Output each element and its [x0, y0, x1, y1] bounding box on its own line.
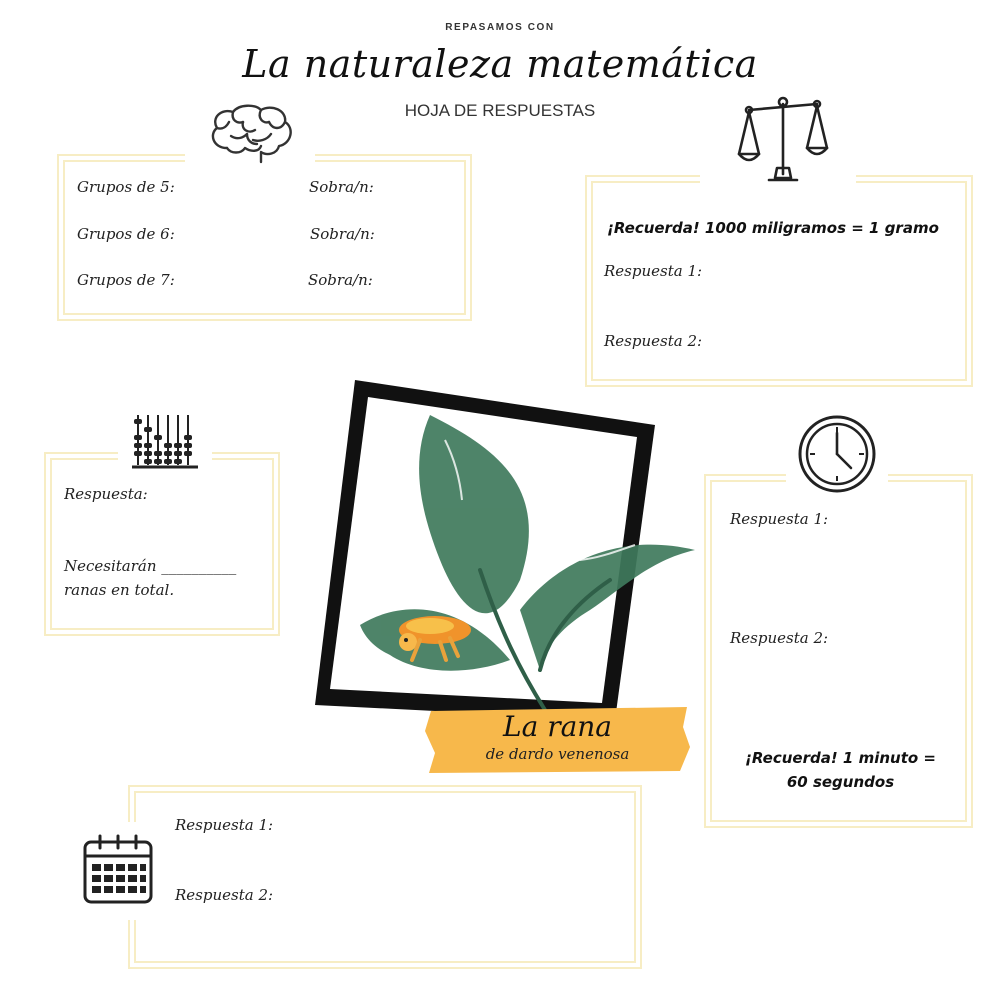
calendar-answer-box	[128, 785, 642, 969]
answer-label: Respuesta 1:	[175, 816, 274, 834]
frog-on-leaf-illustration	[350, 410, 710, 730]
reminder-text: ¡Recuerda! 1000 miligramos = 1 gramo	[607, 219, 939, 237]
scale-answer-box	[585, 175, 973, 387]
abacus-answer-box	[44, 452, 280, 636]
brain-icon	[207, 104, 297, 164]
kicker-text: REPASAMOS CON	[445, 22, 555, 33]
answer-label: Respuesta 2:	[604, 332, 703, 350]
answer-label: Respuesta 2:	[730, 629, 829, 647]
banner-subtitle: de dardo venenosa	[485, 745, 630, 763]
row-label: Sobra/n:	[308, 271, 373, 289]
row-label: Sobra/n:	[309, 178, 374, 196]
answer-sentence-line1: Necesitarán __________	[64, 557, 237, 575]
page-subtitle: HOJA DE RESPUESTAS	[404, 101, 596, 120]
row-label: Grupos de 6:	[77, 225, 175, 243]
balance-scale-icon	[737, 94, 829, 184]
reminder-text-line2: 60 segundos	[786, 773, 895, 791]
row-label: Grupos de 5:	[77, 178, 175, 196]
answer-sentence-line2: ranas en total.	[64, 581, 175, 599]
abacus-icon	[130, 411, 200, 469]
answer-label: Respuesta:	[64, 485, 148, 503]
row-label: Grupos de 7:	[77, 271, 175, 289]
banner-title: La rana	[503, 710, 612, 743]
answer-label: Respuesta 1:	[604, 262, 703, 280]
answer-label: Respuesta 1:	[730, 510, 829, 528]
reminder-text-line1: ¡Recuerda! 1 minuto =	[745, 749, 936, 767]
calendar-icon	[82, 834, 154, 906]
row-label: Sobra/n:	[310, 225, 375, 243]
page-title: La naturaleza matemática	[242, 42, 758, 86]
answer-label: Respuesta 2:	[175, 886, 274, 904]
clock-icon	[797, 414, 877, 494]
